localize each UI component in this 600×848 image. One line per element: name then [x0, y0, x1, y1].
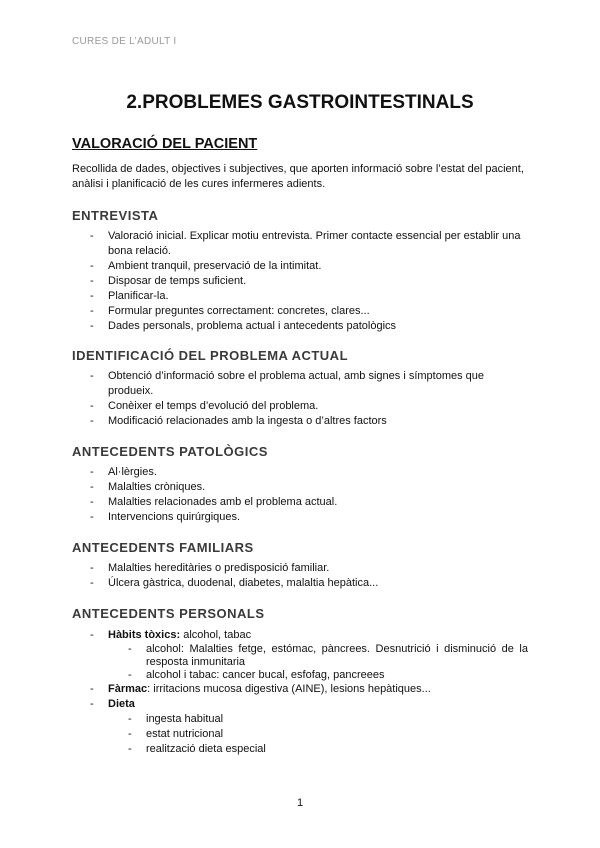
intro-paragraph: Recollida de dades, objectives i subjectives, que aporten informació sobre l’estat del pacient, anàlisi i planificació de les cures infermeres adients.	[72, 163, 524, 190]
list-item: - Malalties relacionades amb el problema actual.	[72, 495, 528, 510]
list-item: - Formular preguntes correctament: concretes, clares...	[72, 304, 528, 319]
running-header: CURES DE L’ADULT I	[72, 36, 177, 47]
sub-item: - estat nutricional	[108, 727, 528, 742]
dieta-sublist	[108, 712, 528, 757]
list-item-habits	[72, 628, 528, 682]
list-item: - Planificar-la.	[72, 289, 528, 304]
list-item-dieta	[72, 697, 528, 757]
page-title: 2.PROBLEMES GASTROINTESTINALS	[126, 92, 474, 113]
list-item: - Ambient tranquil, preservació de la intimitat.	[72, 259, 528, 274]
list-item: - Malalties hereditàries o predisposició familiar.	[72, 561, 528, 576]
list-item: - Disposar de temps suficient.	[72, 274, 528, 289]
list-item: - Valoració inicial. Explicar motiu entrevista. Primer contacte essencial per establir una bona relació.	[72, 229, 528, 259]
list-item: - Malalties cròniques.	[72, 480, 528, 495]
list-item: - Intervencions quirúrgiques.	[72, 510, 528, 525]
familiars-list	[72, 561, 528, 591]
sub-item: - alcohol: Malalties fetge, estómac, pàncrees. Desnutrició i disminució de la resposta inmunitaria	[108, 643, 528, 669]
dieta-label: Dieta	[108, 698, 135, 710]
personals-heading: ANTECEDENTS PERSONALS	[72, 606, 265, 621]
page-number: 1	[296, 797, 304, 809]
habits-sublist	[108, 643, 528, 682]
list-item: - Obtenció d’informació sobre el problema actual, amb signes i símptomes que produeix.	[72, 369, 528, 399]
familiars-heading: ANTECEDENTS FAMILIARS	[72, 540, 254, 555]
list-item: - Modificació relacionades amb la ingesta o d’altres factors	[72, 414, 528, 429]
identificacio-heading: IDENTIFICACIÓ DEL PROBLEMA ACTUAL	[72, 348, 349, 363]
list-item: - Conèixer el temps d’evolució del problema.	[72, 399, 528, 414]
personals-list	[72, 628, 528, 757]
entrevista-list	[72, 229, 528, 334]
habits-text: alcohol, tabac	[180, 629, 252, 641]
list-item-farmac	[72, 682, 528, 697]
habits-label: Hàbits tòxics:	[108, 629, 181, 641]
identificacio-list	[72, 369, 528, 429]
entrevista-heading: ENTREVISTA	[72, 208, 159, 223]
list-item: - Al·lèrgies.	[72, 465, 528, 480]
section-heading: VALORACIÓ DEL PACIENT	[72, 136, 258, 152]
farmac-label: Fàrmac	[108, 683, 148, 695]
list-item: - Úlcera gàstrica, duodenal, diabetes, malaltia hepàtica...	[72, 576, 528, 591]
sub-item: - ingesta habitual	[108, 712, 528, 727]
patologics-heading: ANTECEDENTS PATOLÒGICS	[72, 444, 268, 459]
patologics-list	[72, 465, 528, 525]
sub-item: - realització dieta especial	[108, 742, 528, 757]
farmac-text: : irritacions mucosa digestiva (AINE), lesions hepàtiques...	[147, 683, 431, 695]
list-item: - Dades personals, problema actual i antecedents patològics	[72, 319, 528, 334]
sub-item: - alcohol i tabac: cancer bucal, esfofag, pancreees	[108, 669, 528, 682]
